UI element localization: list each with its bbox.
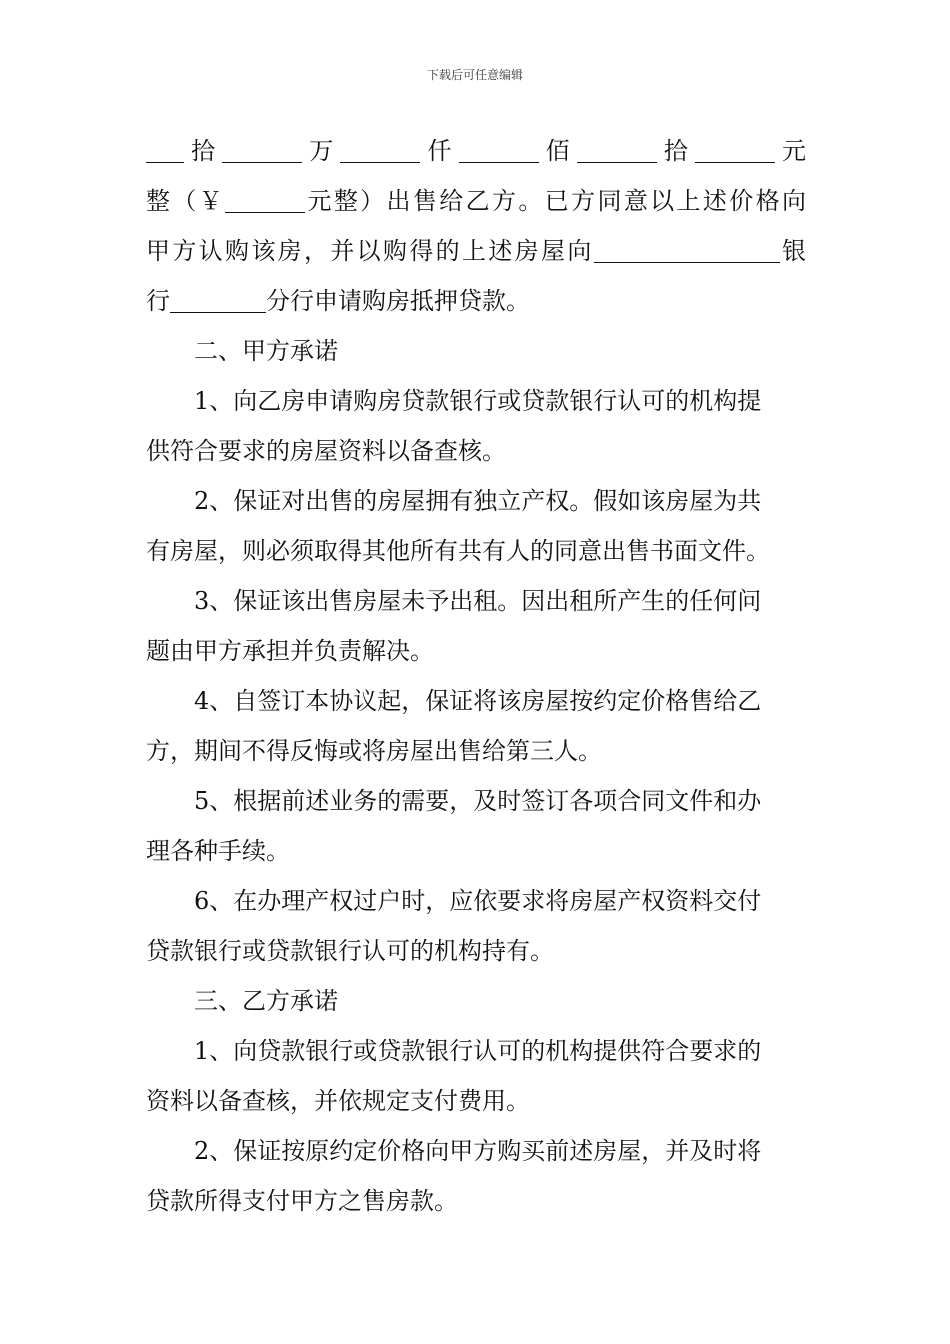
text-fragment: 甲方认购该房，并以购得的上述房屋向: [146, 237, 594, 265]
price-line-3: [146, 226, 806, 276]
blank: [459, 138, 539, 163]
clause-line: 1、向贷款银行或贷款银行认可的机构提供符合要求的: [194, 1037, 762, 1065]
clause-line: 6、在办理产权过户时，应依要求将房屋产权资料交付: [194, 887, 762, 915]
clause-line: 供符合要求的房屋资料以备查核。: [146, 437, 506, 465]
section-heading-party-a: 二、甲方承诺: [194, 337, 338, 365]
price-unit: 仟: [420, 137, 459, 165]
clause-line: 有房屋，则必须取得其他所有共有人的同意出售书面文件。: [146, 537, 770, 565]
page-header: 下载后可任意编辑: [426, 68, 523, 82]
clause-line: 4、自签订本协议起，保证将该房屋按约定价格售给乙: [194, 687, 762, 715]
clause-line: 理各种手续。: [146, 837, 290, 865]
price-line-2: [146, 176, 806, 226]
clause-line: 2、保证对出售的房屋拥有独立产权。假如该房屋为共: [194, 487, 762, 515]
blank: [340, 138, 420, 163]
clause-line: 5、根据前述业务的需要，及时签订各项合同文件和办: [194, 787, 762, 815]
blank: [146, 138, 184, 163]
text-fragment: 整（￥: [146, 187, 226, 215]
clause-line: 2、保证按原约定价格向甲方购买前述房屋，并及时将: [194, 1137, 762, 1165]
document-body: [146, 126, 806, 1226]
blank: [170, 288, 266, 313]
price-unit: 拾: [656, 137, 695, 165]
price-unit: 元: [774, 137, 806, 165]
text-fragment: 元整）出售给乙方。已方同意以上述价格向: [305, 187, 806, 215]
blank: [695, 138, 775, 163]
clause-line: 方，期间不得反悔或将房屋出售给第三人。: [146, 737, 602, 765]
section-heading-party-b: 三、乙方承诺: [194, 987, 338, 1015]
text-fragment: 行: [146, 287, 170, 315]
blank: [577, 138, 657, 163]
price-unit: 拾: [184, 137, 223, 165]
clause-line: 3、保证该出售房屋未予出租。因出租所产生的任何问: [194, 587, 762, 615]
blank: [225, 188, 305, 213]
clause-line: 贷款银行或贷款银行认可的机构持有。: [146, 937, 554, 965]
blank: [222, 138, 302, 163]
price-line-4: [146, 276, 806, 326]
clause-line: 资料以备查核，并依规定支付费用。: [146, 1087, 530, 1115]
price-unit: 万: [302, 137, 341, 165]
text-fragment: 银: [779, 237, 806, 265]
clause-line: 贷款所得支付甲方之售房款。: [146, 1187, 458, 1215]
text-fragment: 分行申请购房抵押贷款。: [266, 287, 530, 315]
blank: [594, 238, 780, 263]
clause-line: 1、向乙房申请购房贷款银行或贷款银行认可的机构提: [194, 387, 762, 415]
price-unit: 佰: [538, 137, 577, 165]
price-line-1: [146, 126, 806, 176]
clause-line: 题由甲方承担并负责解决。: [146, 637, 434, 665]
